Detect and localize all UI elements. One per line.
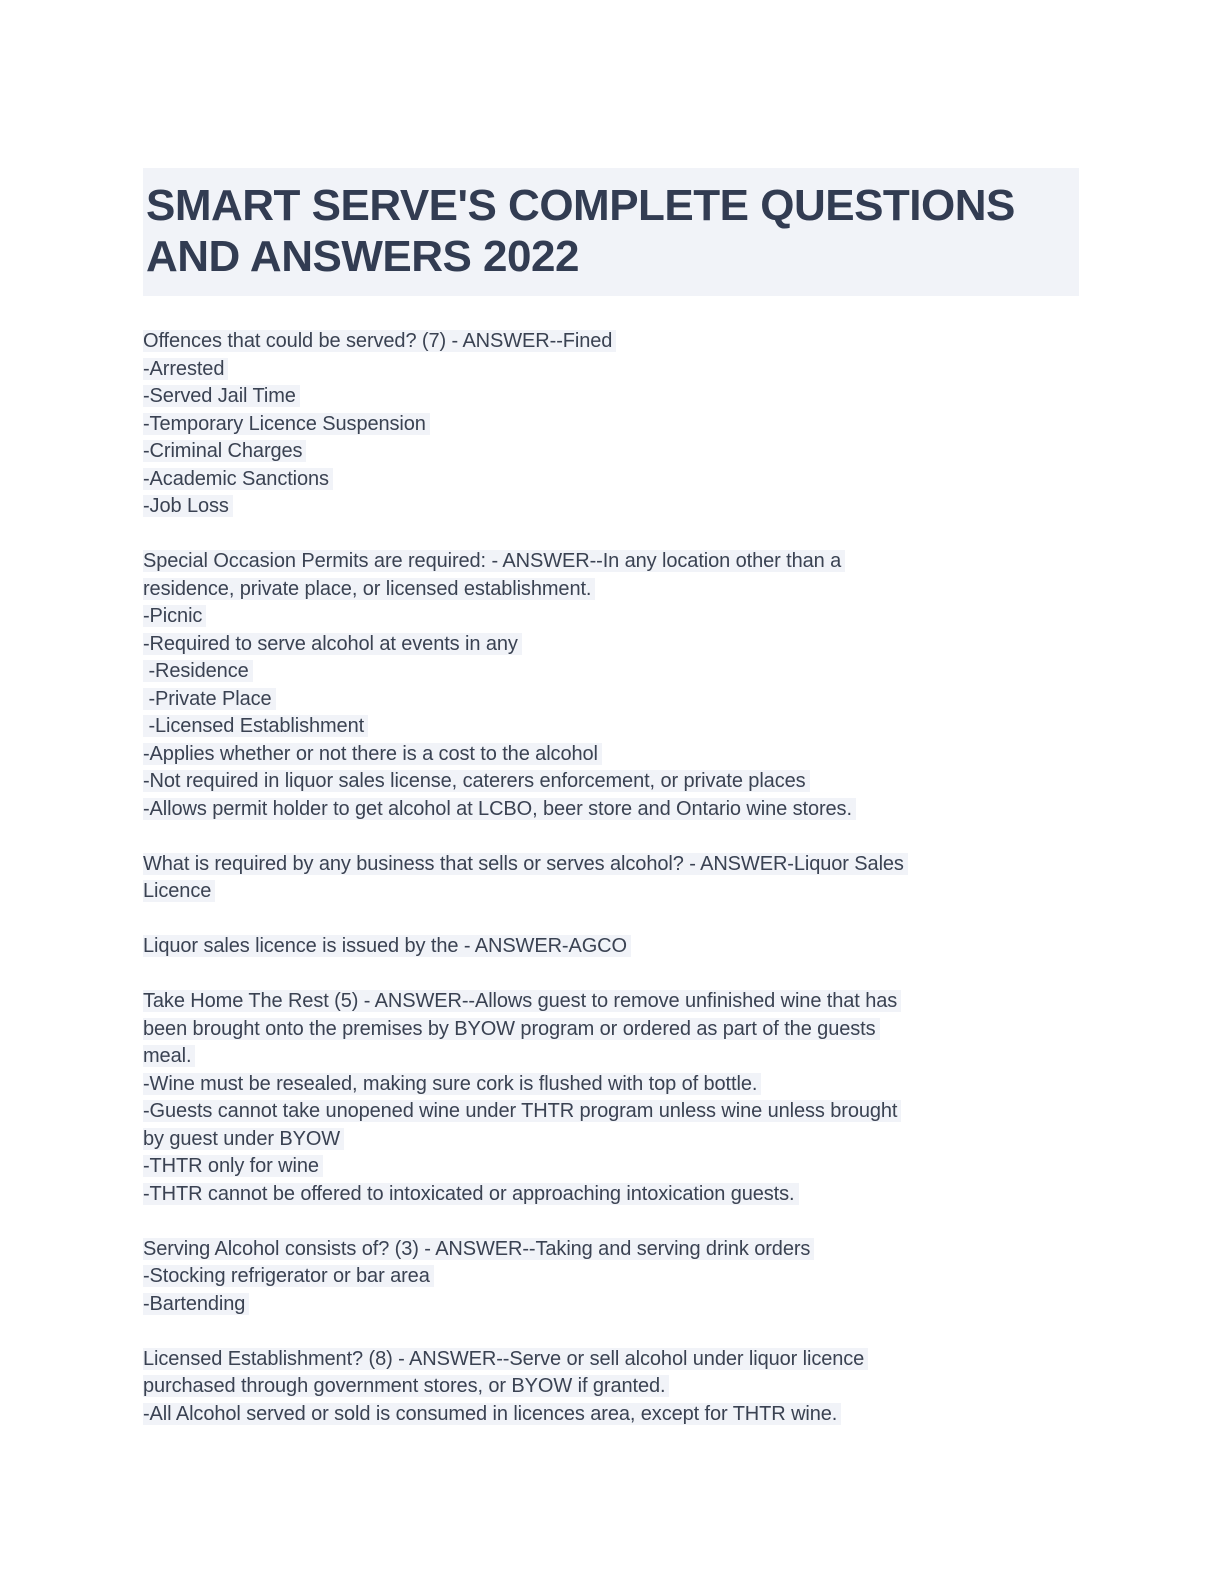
- document-line: [143, 1126, 1079, 1154]
- highlighted-text: Special Occasion Permits are required: - ANSWER--In any location other than a: [143, 550, 845, 572]
- document-line: [143, 1236, 1079, 1264]
- document-line: [143, 768, 1079, 796]
- document-content: [143, 168, 1079, 1428]
- highlighted-text: Licence: [143, 880, 215, 902]
- highlighted-text: -Wine must be resealed, making sure cork is flushed with top of bottle.: [143, 1073, 761, 1095]
- document-line: [143, 1016, 1079, 1044]
- highlighted-text: -THTR only for wine: [143, 1155, 323, 1177]
- highlighted-text: What is required by any business that sells or serves alcohol? - ANSWER-Liquor Sales: [143, 853, 908, 875]
- document-line: [143, 1181, 1079, 1209]
- highlighted-text: -Arrested: [143, 358, 228, 380]
- document-line: [143, 411, 1079, 439]
- qa-section-take-home-the-rest: [143, 988, 1079, 1208]
- highlighted-text: -Stocking refrigerator or bar area: [143, 1265, 434, 1287]
- document-line: [143, 1373, 1079, 1401]
- highlighted-text: -Criminal Charges: [143, 440, 306, 462]
- highlighted-text: -Private Place: [143, 688, 276, 710]
- highlighted-text: -Academic Sanctions: [143, 468, 333, 490]
- document-line: [143, 493, 1079, 521]
- highlighted-text: Licensed Establishment? (8) - ANSWER--Serve or sell alcohol under liquor licence: [143, 1348, 868, 1370]
- document-line: [143, 466, 1079, 494]
- document-line: [143, 1263, 1079, 1291]
- document-line: [143, 1291, 1079, 1319]
- document-line: [143, 1098, 1079, 1126]
- document-line: [143, 631, 1079, 659]
- highlighted-text: -All Alcohol served or sold is consumed in licences area, except for THTR wine.: [143, 1403, 841, 1425]
- document-line: [143, 1043, 1079, 1071]
- highlighted-text: purchased through government stores, or BYOW if granted.: [143, 1375, 669, 1397]
- document-line: [143, 576, 1079, 604]
- qa-section-offences: [143, 328, 1079, 521]
- document-line: [143, 878, 1079, 906]
- document-line: [143, 438, 1079, 466]
- highlighted-text: -Guests cannot take unopened wine under THTR program unless wine unless brought: [143, 1100, 901, 1122]
- qa-section-agco: [143, 933, 1079, 961]
- qa-section-licensed-establishment: [143, 1346, 1079, 1429]
- document-line: [143, 933, 1079, 961]
- highlighted-text: Offences that could be served? (7) - ANSWER--Fined: [143, 330, 616, 352]
- document-line: [143, 1401, 1079, 1429]
- document-line: [143, 1071, 1079, 1099]
- highlighted-text: been brought onto the premises by BYOW program or ordered as part of the guests: [143, 1018, 880, 1040]
- highlighted-text: -THTR cannot be offered to intoxicated or approaching intoxication guests.: [143, 1183, 799, 1205]
- document-line: [143, 796, 1079, 824]
- qa-section-liquor-sales-licence: [143, 851, 1079, 906]
- document-line: [143, 356, 1079, 384]
- highlighted-text: -Served Jail Time: [143, 385, 300, 407]
- highlighted-text: -Licensed Establishment: [143, 715, 368, 737]
- document-line: [143, 383, 1079, 411]
- highlighted-text: -Residence: [143, 660, 253, 682]
- highlighted-text: residence, private place, or licensed establishment.: [143, 578, 595, 600]
- document-line: [143, 686, 1079, 714]
- highlighted-text: -Temporary Licence Suspension: [143, 413, 430, 435]
- highlighted-text: Take Home The Rest (5) - ANSWER--Allows guest to remove unfinished wine that has: [143, 990, 901, 1012]
- highlighted-text: -Not required in liquor sales license, caterers enforcement, or private places: [143, 770, 810, 792]
- document-line: [143, 988, 1079, 1016]
- document-line: [143, 851, 1079, 879]
- highlighted-text: Liquor sales licence is issued by the - ANSWER-AGCO: [143, 935, 631, 957]
- highlighted-text: -Applies whether or not there is a cost to the alcohol: [143, 743, 602, 765]
- highlighted-text: meal.: [143, 1045, 195, 1067]
- document-line: [143, 658, 1079, 686]
- highlighted-text: -Job Loss: [143, 495, 233, 517]
- highlighted-text: -Bartending: [143, 1293, 249, 1315]
- qa-section-special-occasion-permits: [143, 548, 1079, 823]
- highlighted-text: Serving Alcohol consists of? (3) - ANSWER--Taking and serving drink orders: [143, 1238, 814, 1260]
- document-line: [143, 328, 1079, 356]
- page-title: SMART SERVE'S COMPLETE QUESTIONS AND ANSWERS 2022: [143, 168, 1079, 296]
- qa-section-serving-alcohol: [143, 1236, 1079, 1319]
- document-line: [143, 548, 1079, 576]
- document-line: [143, 741, 1079, 769]
- highlighted-text: -Required to serve alcohol at events in any: [143, 633, 522, 655]
- document-line: [143, 713, 1079, 741]
- highlighted-text: by guest under BYOW: [143, 1128, 344, 1150]
- document-line: [143, 1153, 1079, 1181]
- highlighted-text: -Allows permit holder to get alcohol at LCBO, beer store and Ontario wine stores.: [143, 798, 856, 820]
- document-line: [143, 1346, 1079, 1374]
- highlighted-text: -Picnic: [143, 605, 206, 627]
- document-line: [143, 603, 1079, 631]
